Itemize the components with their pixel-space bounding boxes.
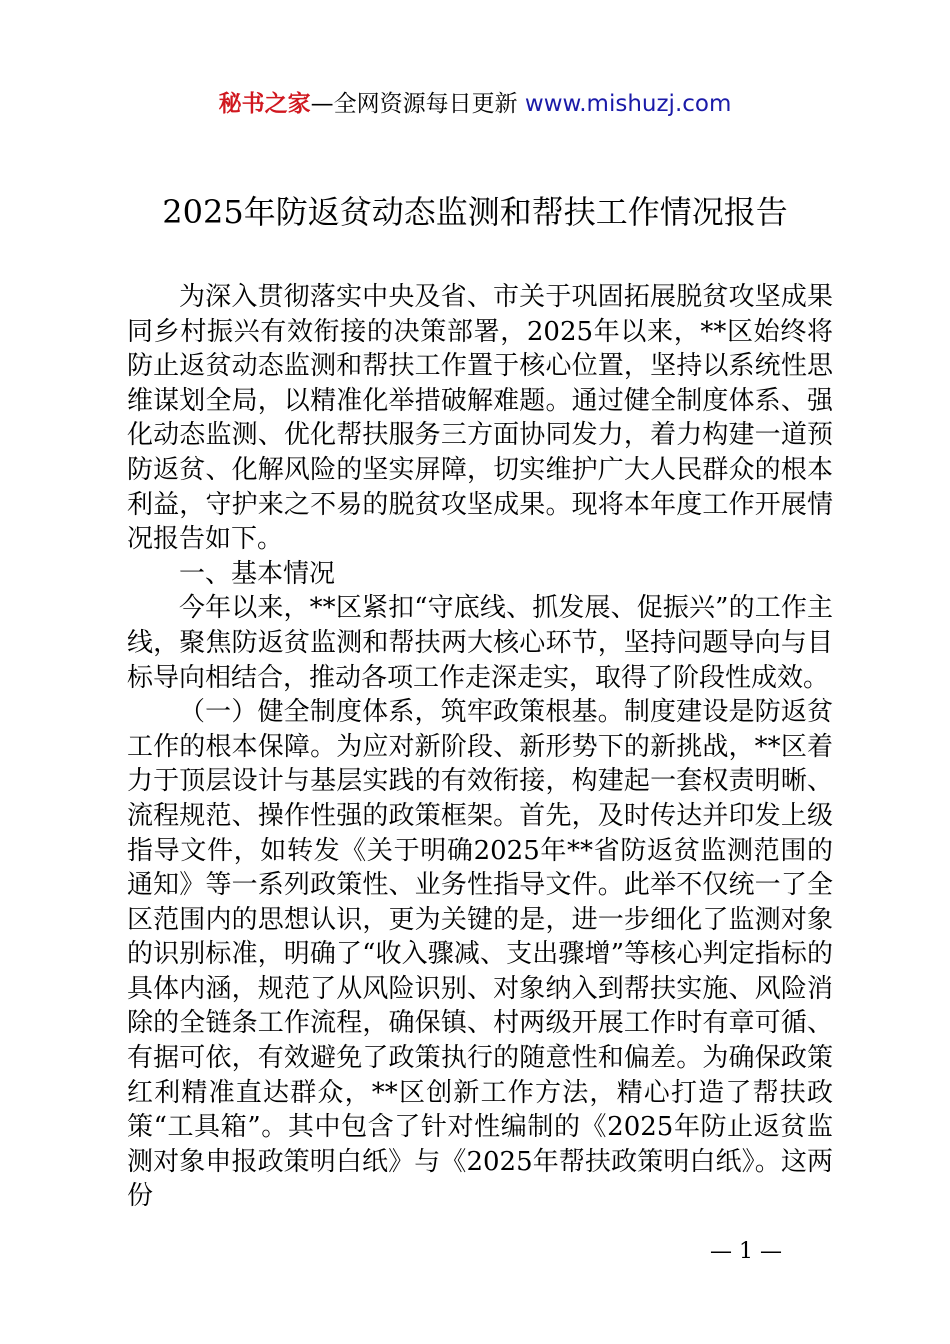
document-body <box>127 280 833 1214</box>
paragraph-overview: 今年以来，**区紧扣“守底线、抓发展、促振兴”的工作主线，聚焦防返贫监测和帮扶两大核心环节，坚持问题导向与目标导向相结合，推动各项工作走深走实，取得了阶段性成效。 <box>127 593 833 693</box>
paragraph-intro: 为深入贯彻落实中央及省、市关于巩固拓展脱贫攻坚成果同乡村振兴有效衔接的决策部署，2025年以来，**区始终将防止返贫动态监测和帮扶工作置于核心位置，坚持以系统性思维谋划全局，以精准化举措破解难题。通过健全制度体系、强化动态监测、优化帮扶服务三方面协同发力，着力构建一道预防返贫、化解风险的坚实屏障，切实维护广大人民群众的根本利益，守护来之不易的脱贫攻坚成果。现将本年度工作开展情况报告如下。 <box>127 282 833 555</box>
page-number: — 1 — <box>710 1239 782 1264</box>
paragraph-subsection-1: （一）健全制度体系，筑牢政策根基。制度建设是防返贫工作的根本保障。为应对新阶段、新形势下的新挑战，**区着力于顶层设计与基层实践的有效衔接，构建起一套权责明晰、流程规范、操作性强的政策框架。首先，及时传达并印发上级指导文件，如转发《关于明确2025年**省防返贫监测范围的通知》等一系列政策性、业务性指导文件。此举不仅统一了全区范围内的思想认识，更为关键的是，进一步细化了监测对象的识别标准，明确了“收入骤减、支出骤增”等核心判定指标的具体内涵，规范了从风险识别、对象纳入到帮扶实施、风险消除的全链条工作流程，确保镇、村两级开展工作时有章可循、有据可依，有效避免了政策执行的随意性和偏差。为确保政策红利精准直达群众，**区创新工作方法，精心打造了帮扶政策“工具箱”。其中包含了针对性编制的《2025年防止返贫监测对象申报政策明白纸》与《2025年帮扶政策明白纸》。这两份 <box>127 697 833 1212</box>
site-brand: 秘书之家 <box>218 91 311 117</box>
document-title: 2025年防返贫动态监测和帮扶工作情况报告 <box>162 193 788 231</box>
site-tagline: —全网资源每日更新 <box>310 91 518 117</box>
site-header <box>0 88 950 120</box>
section-heading: 一、基本情况 <box>179 558 336 589</box>
page-footer <box>0 1237 950 1267</box>
site-url-link[interactable]: www.mishuzj.com <box>524 91 732 117</box>
